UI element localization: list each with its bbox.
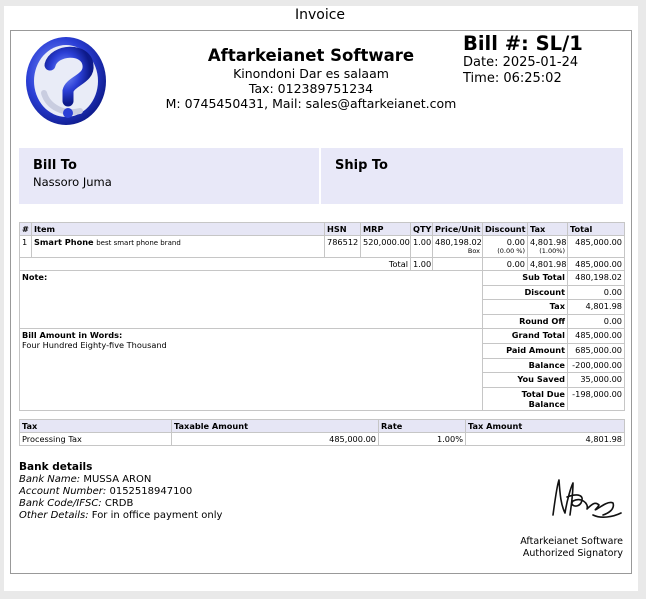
bank-name-line bbox=[19, 474, 222, 486]
item-discount-cell bbox=[483, 236, 528, 258]
summary-label: Grand Total bbox=[483, 329, 568, 344]
item-tax: 4,801.98 bbox=[530, 237, 567, 247]
item-no: 1 bbox=[20, 236, 32, 258]
bill-date: Date: 2025-01-24 bbox=[463, 55, 579, 70]
col-header: Total bbox=[568, 223, 625, 236]
item-unit: Box bbox=[467, 247, 480, 255]
col-header: MRP bbox=[361, 223, 411, 236]
bill-to-name: Nassoro Juma bbox=[33, 175, 112, 189]
company-info bbox=[131, 48, 491, 111]
bank-name: MUSSA ARON bbox=[83, 474, 152, 485]
summary-value: -198,000.00 bbox=[568, 387, 625, 410]
item-name: Smart Phone bbox=[34, 237, 94, 247]
bank-other-line bbox=[19, 510, 222, 522]
company-contact: M: 0745450431, Mail: sales@aftarkeianet.com bbox=[165, 96, 457, 111]
item-tax-cell bbox=[528, 236, 568, 258]
summary-label: Discount bbox=[483, 285, 568, 300]
col-header: Taxable Amount bbox=[172, 420, 379, 433]
signatory-block bbox=[520, 536, 623, 560]
signatory-company: Aftarkeianet Software bbox=[520, 536, 623, 547]
bank-other: For in office payment only bbox=[91, 510, 223, 521]
tax-header-row bbox=[20, 420, 625, 433]
amount-words-value: Four Hundred Eighty-five Thousand bbox=[22, 340, 167, 351]
invoice-frame bbox=[10, 30, 632, 574]
bank-code-line bbox=[19, 498, 222, 510]
col-header: QTY bbox=[411, 223, 433, 236]
col-header: Discount bbox=[483, 223, 528, 236]
summary-row bbox=[20, 329, 625, 344]
summary-label: Tax bbox=[483, 300, 568, 315]
summary-value: 480,198.02 bbox=[568, 271, 625, 286]
summary-value: 35,000.00 bbox=[568, 373, 625, 388]
item-desc: best smart phone brand bbox=[96, 239, 181, 247]
ship-to-box bbox=[321, 148, 623, 204]
table-row bbox=[20, 236, 625, 258]
item-mrp: 520,000.00 bbox=[361, 236, 411, 258]
summary-label: Paid Amount bbox=[483, 343, 568, 358]
bill-time: Time: 06:25:02 bbox=[463, 71, 562, 86]
total-tax: 4,801.98 bbox=[528, 258, 568, 271]
bill-number: Bill #: SL/1 bbox=[463, 32, 583, 55]
col-header: Price/Unit bbox=[433, 223, 483, 236]
col-header: Rate bbox=[379, 420, 466, 433]
total-label: Total bbox=[20, 258, 411, 271]
bank-details bbox=[19, 461, 222, 522]
bill-to-box bbox=[19, 148, 319, 204]
summary-value: 485,000.00 bbox=[568, 329, 625, 344]
summary-row bbox=[20, 271, 625, 286]
bank-code: CRDB bbox=[104, 498, 134, 509]
summary-value: 0.00 bbox=[568, 314, 625, 329]
amount-words-cell bbox=[20, 329, 483, 410]
summary-label: Sub Total bbox=[483, 271, 568, 286]
item-tax-pct: (1.00%) bbox=[539, 247, 565, 255]
items-table bbox=[19, 222, 625, 411]
bank-code-label: Bank Code/IFSC: bbox=[19, 498, 102, 509]
document-title: Invoice bbox=[294, 7, 346, 23]
bill-header bbox=[463, 33, 583, 87]
company-logo-icon bbox=[24, 35, 108, 127]
bank-name-label: Bank Name: bbox=[19, 474, 81, 485]
col-header: # bbox=[20, 223, 32, 236]
item-discount-pct: (0.00 %) bbox=[497, 247, 525, 255]
col-header: Item bbox=[32, 223, 325, 236]
col-header: Tax bbox=[20, 420, 172, 433]
bank-account-line bbox=[19, 486, 222, 498]
company-address: Kinondoni Dar es salaam bbox=[233, 66, 389, 81]
summary-label: Round Off bbox=[483, 314, 568, 329]
col-header: Tax bbox=[528, 223, 568, 236]
summary-value: -200,000.00 bbox=[568, 358, 625, 373]
bank-account-label: Account Number: bbox=[19, 486, 107, 497]
bank-title: Bank details bbox=[19, 461, 93, 473]
company-name: Aftarkeianet Software bbox=[207, 46, 415, 65]
item-qty: 1.00 bbox=[411, 236, 433, 258]
item-hsn: 786512 bbox=[325, 236, 361, 258]
items-header-row bbox=[20, 223, 625, 236]
item-cell bbox=[32, 236, 325, 258]
signature-image bbox=[543, 475, 623, 530]
signatory-label: Authorized Signatory bbox=[522, 548, 623, 559]
col-header: Tax Amount bbox=[466, 420, 625, 433]
tax-rate: 1.00% bbox=[379, 433, 466, 446]
tax-name: Processing Tax bbox=[20, 433, 172, 446]
col-header: HSN bbox=[325, 223, 361, 236]
table-row bbox=[20, 433, 625, 446]
ship-to-label: Ship To bbox=[335, 158, 388, 173]
bill-to-label: Bill To bbox=[33, 158, 77, 173]
total-qty: 1.00 bbox=[411, 258, 433, 271]
summary-label: Balance bbox=[483, 358, 568, 373]
tax-taxable: 485,000.00 bbox=[172, 433, 379, 446]
item-price-cell bbox=[433, 236, 483, 258]
summary-label: Total Due Balance bbox=[483, 387, 568, 410]
tax-amount: 4,801.98 bbox=[466, 433, 625, 446]
item-total: 485,000.00 bbox=[568, 236, 625, 258]
bank-account: 0152518947100 bbox=[109, 486, 193, 497]
summary-value: 685,000.00 bbox=[568, 343, 625, 358]
amount-words-label: Bill Amount in Words: bbox=[22, 330, 123, 341]
company-tax: Tax: 012389751234 bbox=[248, 81, 374, 96]
item-price: 480,198.02 bbox=[435, 237, 482, 247]
tax-table bbox=[19, 419, 625, 446]
items-total-row bbox=[20, 258, 625, 271]
summary-value: 4,801.98 bbox=[568, 300, 625, 315]
item-discount: 0.00 bbox=[506, 237, 525, 247]
total-discount: 0.00 bbox=[483, 258, 528, 271]
summary-value: 0.00 bbox=[568, 285, 625, 300]
bank-other-label: Other Details: bbox=[19, 510, 89, 521]
total-amount: 485,000.00 bbox=[568, 258, 625, 271]
notes-cell: Note: bbox=[20, 271, 483, 329]
summary-label: You Saved bbox=[483, 373, 568, 388]
